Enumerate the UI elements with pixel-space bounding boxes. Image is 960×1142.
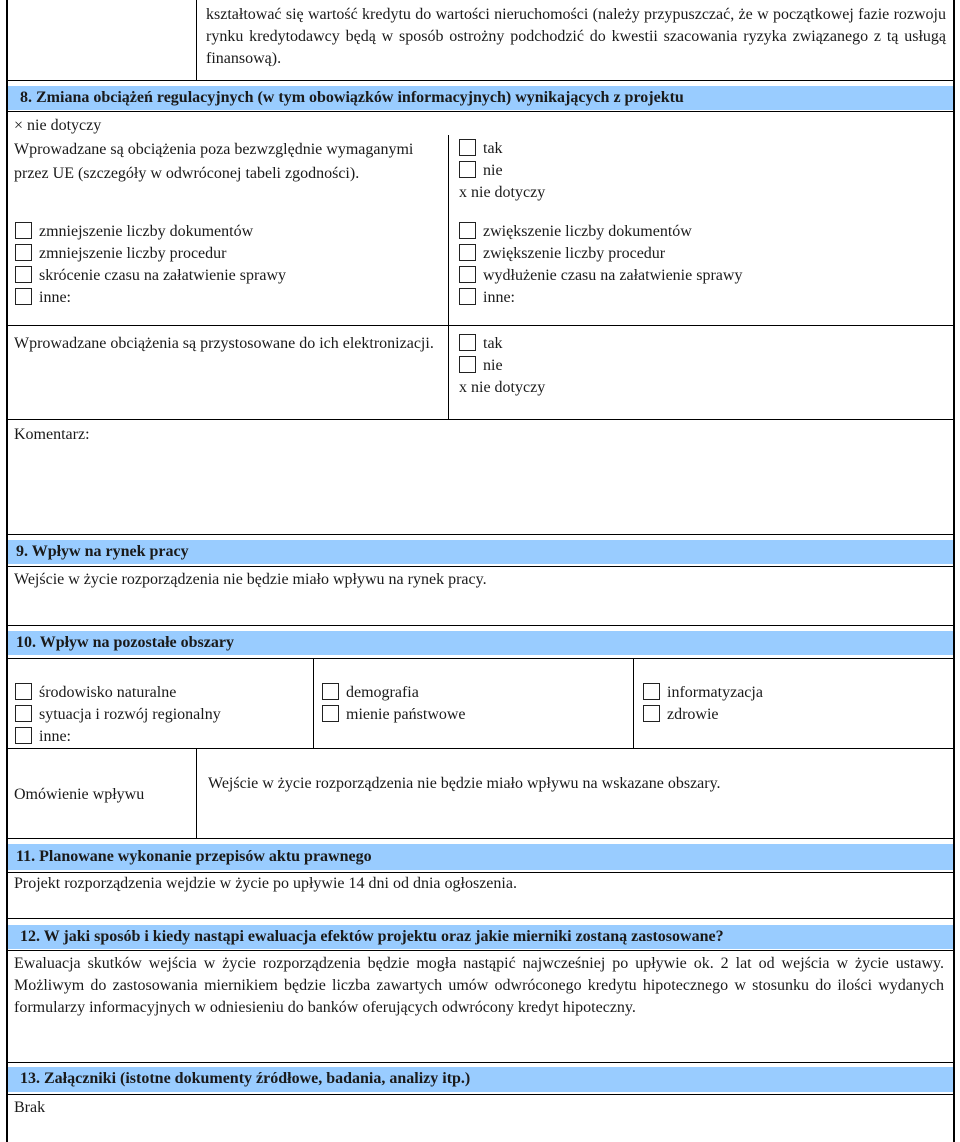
hline xyxy=(6,918,955,919)
s13-text: Brak xyxy=(14,1099,46,1116)
checkbox[interactable] xyxy=(459,288,476,305)
s12-text: Ewaluacja skutków wejścia w życie rozporządzenia będzie mogła nastąpić najwcześniej po upływie ok. 2 lat od wejścia w życie ustawy. Możliwym do zastosowania miernikiem będzie liczba zawartych umów odwróconego kredytu hipotecznego w stosunku do ilości wydanych formularzy informacyjnych w odniesieniu do banków oferujących odwrócony kredyt hipoteczny. xyxy=(14,955,944,1016)
s8-q1-options xyxy=(459,138,659,204)
s8-q2-option-tak[interactable]: tak xyxy=(459,333,659,355)
hline xyxy=(6,566,955,567)
list-item[interactable]: zdrowie xyxy=(643,704,943,726)
s10-col1 xyxy=(15,682,310,748)
hline xyxy=(6,1094,955,1095)
checkbox[interactable] xyxy=(459,161,476,178)
checkbox[interactable] xyxy=(15,683,32,700)
checkbox[interactable] xyxy=(15,705,32,722)
intro-divider xyxy=(196,0,197,80)
table-border-right xyxy=(953,0,955,1142)
checkbox[interactable] xyxy=(15,266,32,283)
s10-discussion-label: Omówienie wpływu xyxy=(14,786,145,803)
s10-col-divider xyxy=(313,658,314,748)
checkbox[interactable] xyxy=(322,705,339,722)
section-11-header: 11. Planowane wykonanie przepisów aktu prawnego xyxy=(8,844,953,870)
hline xyxy=(6,950,955,951)
s8-q1-option-tak[interactable]: tak xyxy=(459,138,659,160)
s9-text: Wejście w życie rozporządzenia nie będzie miało wpływu na rynek pracy. xyxy=(14,571,487,588)
checkbox[interactable] xyxy=(15,244,32,261)
s11-text: Projekt rozporządzenia wejdzie w życie po upływie 14 dni od dnia ogłoszenia. xyxy=(14,875,517,892)
intro-text: kształtować się wartość kredytu do wartości nieruchomości (należy przypuszczać, że w początkowej fazie rozwoju rynku kredytodawcy będą w sposób ostrożny podchodzić do kwestii szacowania ryzyka związanego z tą usługą finansową). xyxy=(206,6,946,67)
list-item[interactable]: inne: xyxy=(15,287,435,309)
s8-q2-options xyxy=(459,333,659,399)
list-item[interactable]: zwiększenie liczby procedur xyxy=(459,243,939,265)
s8-not-applicable: × nie dotyczy xyxy=(14,117,102,134)
s8-q1-option-nie[interactable]: nie xyxy=(459,160,659,182)
hline xyxy=(6,625,955,626)
checkbox[interactable] xyxy=(15,288,32,305)
checkbox[interactable] xyxy=(459,139,476,156)
hline xyxy=(6,1062,955,1063)
hline xyxy=(6,658,955,659)
section-12-header: 12. W jaki sposób i kiedy nastąpi ewaluacja efektów projektu oraz jakie mierniki zostaną zastosowane? xyxy=(8,925,953,949)
checkbox[interactable] xyxy=(15,222,32,239)
list-item[interactable]: mienie państwowe xyxy=(322,704,622,726)
s8-comment-label: Komentarz: xyxy=(14,426,90,443)
section-10-header: 10. Wpływ na pozostałe obszary xyxy=(8,631,953,655)
hline xyxy=(6,748,955,749)
checkbox[interactable] xyxy=(459,244,476,261)
list-item[interactable]: inne: xyxy=(15,726,310,748)
list-item[interactable]: skrócenie czasu na załatwienie sprawy xyxy=(15,265,435,287)
s10-discussion-text: Wejście w życie rozporządzenia nie będzie miało wpływu na wskazane obszary. xyxy=(208,775,721,792)
hline xyxy=(6,325,955,326)
s8-q1-text: Wprowadzane są obciążenia poza bezwzględnie wymaganymi przez UE (szczegóły w odwróconej tabeli zgodności). xyxy=(14,141,414,182)
s10-discussion-divider xyxy=(196,748,197,838)
list-item[interactable]: zwiększenie liczby dokumentów xyxy=(459,221,939,243)
section-13-header: 13. Załączniki (istotne dokumenty źródłowe, badania, analizy itp.) xyxy=(8,1067,953,1092)
s8-column-divider xyxy=(448,135,449,419)
table-border-left xyxy=(6,0,8,1142)
s10-col2 xyxy=(322,682,622,726)
checkbox[interactable] xyxy=(15,727,32,744)
s8-q2-option-nd: x nie dotyczy xyxy=(459,379,546,396)
s10-col3 xyxy=(643,682,943,726)
list-item[interactable]: sytuacja i rozwój regionalny xyxy=(15,704,310,726)
section-9-header: 9. Wpływ na rynek pracy xyxy=(8,540,953,564)
checkbox[interactable] xyxy=(459,334,476,351)
checkbox[interactable] xyxy=(643,705,660,722)
checkbox[interactable] xyxy=(459,266,476,283)
checkbox[interactable] xyxy=(459,222,476,239)
checkbox[interactable] xyxy=(459,356,476,373)
s10-col-divider xyxy=(633,658,634,748)
hline xyxy=(6,80,955,81)
list-item[interactable]: demografia xyxy=(322,682,622,704)
hline xyxy=(6,419,955,420)
section-8-header: 8. Zmiana obciążeń regulacyjnych (w tym obowiązków informacyjnych) wynikających z projektu xyxy=(8,86,953,110)
list-item[interactable]: środowisko naturalne xyxy=(15,682,310,704)
list-item[interactable]: wydłużenie czasu na załatwienie sprawy xyxy=(459,265,939,287)
hline xyxy=(6,534,955,535)
checkbox[interactable] xyxy=(322,683,339,700)
s8-increase-list xyxy=(459,221,939,309)
list-item[interactable]: zmniejszenie liczby dokumentów xyxy=(15,221,435,243)
checkbox[interactable] xyxy=(643,683,660,700)
list-item[interactable]: inne: xyxy=(459,287,939,309)
list-item[interactable]: zmniejszenie liczby procedur xyxy=(15,243,435,265)
s8-q1-option-nd: x nie dotyczy xyxy=(459,184,546,201)
list-item[interactable]: informatyzacja xyxy=(643,682,943,704)
s8-decrease-list xyxy=(15,221,435,309)
s8-q2-text: Wprowadzane obciążenia są przystosowane do ich elektronizacji. xyxy=(14,335,434,352)
s8-q2-option-nie[interactable]: nie xyxy=(459,355,659,377)
hline xyxy=(6,111,955,112)
hline xyxy=(6,838,955,839)
